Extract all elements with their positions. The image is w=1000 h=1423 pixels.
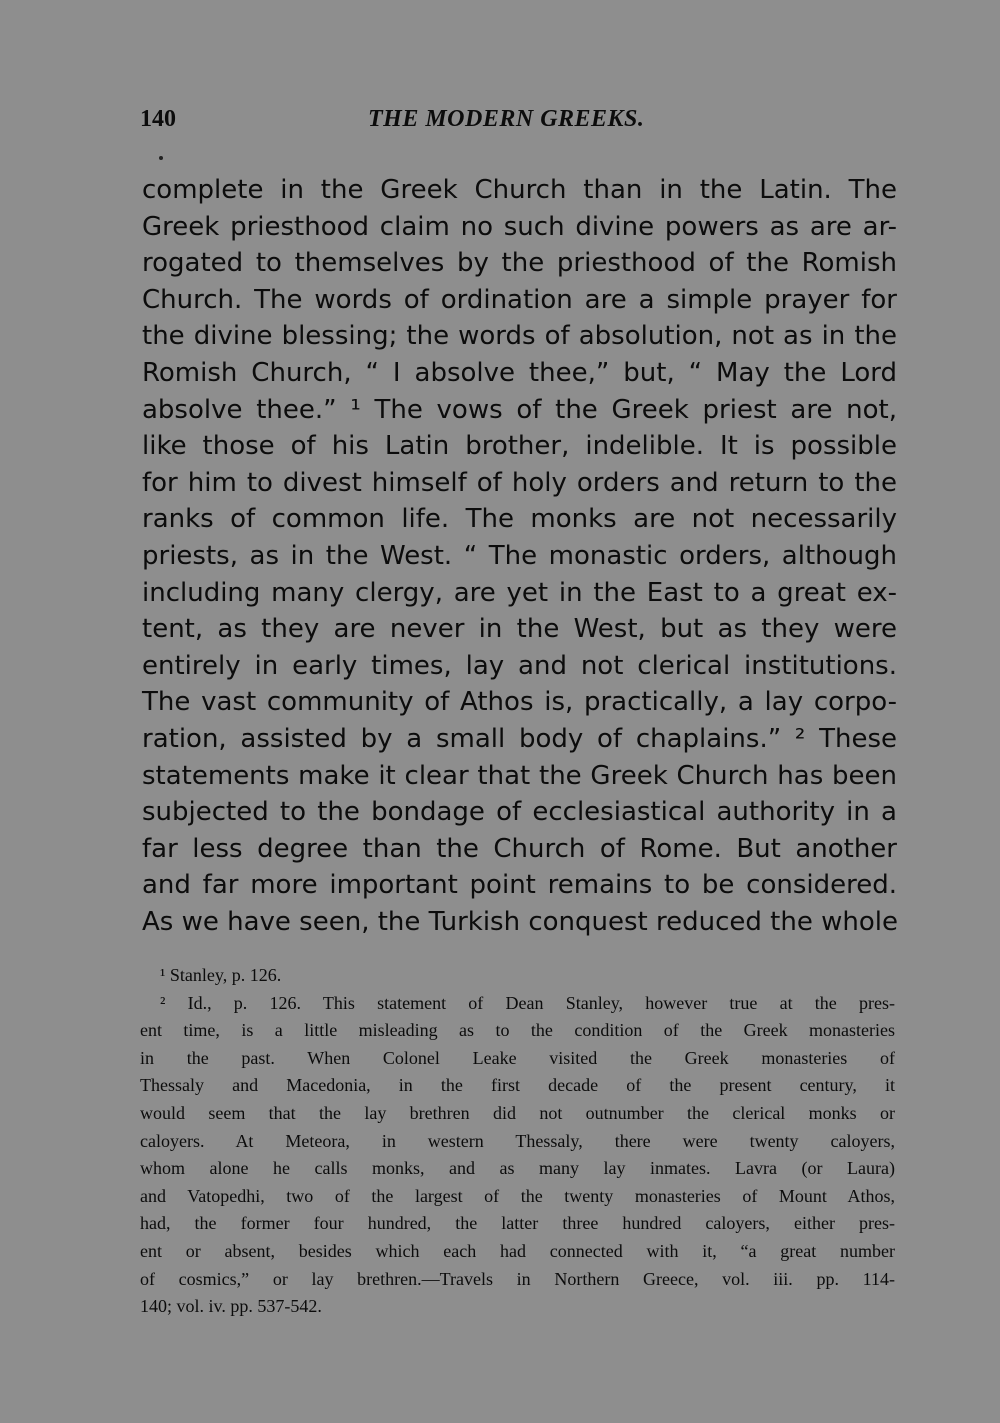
footnote-2-line: ent or absent, besides which each had connected with it, “a great number [140, 1240, 895, 1261]
footnote-2-line: would seem that the lay brethren did not outnumber the clerical monks or [140, 1102, 895, 1123]
body-line: for him to divest himself of holy orders and return to the [142, 467, 897, 498]
body-line: The vast community of Athos is, practically, a lay corpo- [142, 687, 897, 718]
footnote-1: ¹ Stanley, p. 126. [160, 965, 282, 985]
body-line: absolve thee.” ¹ The vows of the Greek priest are not, [142, 394, 897, 425]
footnote-2-line: 140; vol. iv. pp. 537-542. [140, 1296, 322, 1317]
page-number: 140 [140, 106, 176, 132]
footnote-2-line: Thessaly and Macedonia, in the first decade of the present century, it [140, 1075, 895, 1096]
body-text [142, 172, 897, 940]
body-line: Romish Church, “ I absolve thee,” but, “ May the Lord [142, 357, 897, 388]
body-line: and far more important point remains to be considered. [142, 870, 897, 901]
body-line: far less degree than the Church of Rome. But another [142, 833, 897, 864]
body-line: Church. The words of ordination are a simple prayer for [142, 284, 897, 315]
running-title: THE MODERN GREEKS. [368, 106, 645, 132]
footnote-2-line: had, the former four hundred, the latter three hundred caloyers, either pres- [140, 1213, 895, 1234]
running-head [140, 106, 900, 140]
body-line: complete in the Greek Church than in the Latin. The [142, 175, 897, 205]
body-line: tent, as they are never in the West, but as they were [142, 614, 897, 645]
body-line: ration, assisted by a small body of chaplains.” ² These [142, 723, 897, 754]
body-line: As we have seen, the Turkish conquest reduced the whole [142, 906, 898, 937]
footnote-2-line: whom alone he calls monks, and as many lay inmates. Lavra (or Laura) [140, 1158, 895, 1179]
footnote-2-line: of cosmics,” or lay brethren.—Travels in Northern Greece, vol. iii. pp. 114- [140, 1268, 895, 1289]
footnote-2-line: ent time, is a little misleading as to the condition of the Greek monasteries [140, 1020, 895, 1041]
body-line: priests, as in the West. “ The monastic orders, although [142, 540, 897, 571]
body-line: rogated to themselves by the priesthood of the Romish [142, 248, 897, 279]
footnote-2-line: in the past. When Colonel Leake visited the Greek monasteries of [140, 1047, 895, 1068]
footnote-2-line: ² Id., p. 126. This statement of Dean Stanley, however true at the pres- [160, 992, 895, 1013]
footnotes [140, 962, 895, 1321]
body-line: subjected to the bondage of ecclesiastical authority in a [142, 797, 897, 828]
body-line: entirely in early times, lay and not clerical institutions. [142, 650, 897, 681]
body-line: the divine blessing; the words of absolution, not as in the [142, 321, 897, 352]
body-line: ranks of common life. The monks are not necessarily [142, 504, 897, 535]
body-line: like those of his Latin brother, indelible. It is possible [142, 431, 897, 462]
footnote-2-line: caloyers. At Meteora, in western Thessaly, there were twenty caloyers, [140, 1130, 895, 1151]
body-line: statements make it clear that the Greek Church has been [142, 760, 897, 791]
body-line: including many clergy, are yet in the East to a great ex- [142, 577, 897, 608]
body-line: Greek priesthood claim no such divine powers as are ar- [142, 211, 897, 242]
footnote-2-line: and Vatopedhi, two of the largest of the twenty monasteries of Mount Athos, [140, 1185, 895, 1206]
print-speck [159, 156, 163, 160]
